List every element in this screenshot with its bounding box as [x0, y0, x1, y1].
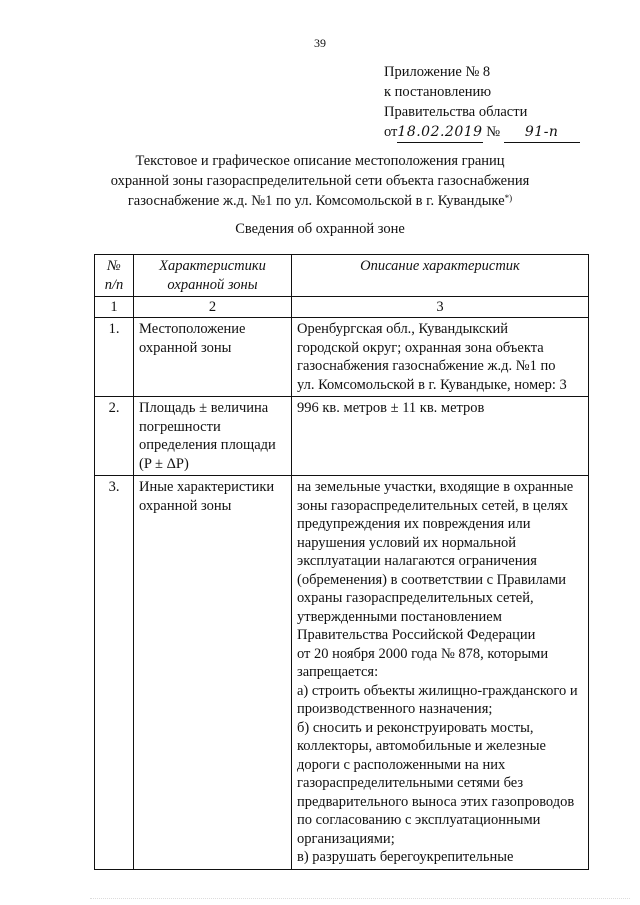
- row-characteristic: Площадь ± величина погрешности определения площади (P ± ΔP): [134, 397, 292, 476]
- section-subtitle: Сведения об охранной зоне: [235, 221, 405, 237]
- table-row: [95, 397, 589, 476]
- table-row: [95, 318, 589, 397]
- appendix-block: [384, 62, 580, 143]
- row-description: на земельные участки, входящие в охранные зоны газораспределительных сетей, в целях предупреждения их повреждения или нарушения условий их нормальной эксплуатации налагаются ограничения (обременения) в соответствии с Правилами охраны газораспределительных сетей, утвержденными постановлением Правительства Российской Федерации от 20 ноября 2000 года № 878, которыми запрещается: а) строить объекты жилищно-гражданского и производственного назначения; б) сносить и реконструировать мосты, коллекторы, автомобильные и железные дороги с расположенными на них газораспределительными сетями без предварительного выноса этих газопроводов по согласованию с эксплуатационными организациями; в) разрушать берегоукрепительные: [292, 476, 589, 870]
- row-number: 3.: [95, 476, 134, 870]
- row-number: 2.: [95, 397, 134, 476]
- table-header-row: [95, 255, 589, 297]
- row-number: 1.: [95, 318, 134, 397]
- row-description: 996 кв. метров ± 11 кв. метров: [292, 397, 589, 476]
- table-row: [95, 476, 589, 870]
- date-prefix: от: [384, 124, 398, 140]
- number-prefix: №: [486, 124, 501, 140]
- handwritten-date: 18.02.2019: [397, 124, 483, 140]
- page-number: 39: [314, 36, 326, 50]
- row-characteristic: Местоположение охранной зоны: [134, 318, 292, 397]
- index-cell-3: 3: [292, 297, 589, 318]
- scan-footer-artifact: [90, 898, 630, 903]
- header-number: № п/п: [95, 255, 134, 297]
- row-characteristic: Иные характеристики охранной зоны: [134, 476, 292, 870]
- title-line-3-wrap: [0, 191, 640, 211]
- title-line-1: Текстовое и графическое описание местоположения границ: [135, 153, 505, 169]
- title-line-3: газоснабжение ж.д. №1 по ул. Комсомольской в г. Кувандыке: [127, 193, 505, 209]
- footnote-mark: *): [504, 193, 513, 203]
- protection-zone-table: [94, 254, 589, 870]
- index-cell-2: 2: [134, 297, 292, 318]
- document-title: [0, 151, 640, 211]
- appendix-date-line: [384, 122, 580, 143]
- appendix-line-1: Приложение № 8: [384, 64, 491, 80]
- row-description: Оренбургская обл., Кувандыкский городской округ; охранная зона объекта газоснабжения газоснабжение ж.д. №1 по ул. Комсомольской в г. Кувандыке, номер: 3: [292, 318, 589, 397]
- handwritten-number: 91-п: [524, 124, 559, 140]
- title-line-2: охранной зоны газораспределительной сети объекта газоснабжения: [110, 173, 530, 189]
- header-characteristics: Характеристики охранной зоны: [134, 255, 292, 297]
- header-description: Описание характеристик: [292, 255, 589, 297]
- index-cell-1: 1: [95, 297, 134, 318]
- appendix-line-2: к постановлению: [384, 84, 492, 100]
- table-index-row: [95, 297, 589, 318]
- appendix-line-3: Правительства области: [384, 104, 528, 120]
